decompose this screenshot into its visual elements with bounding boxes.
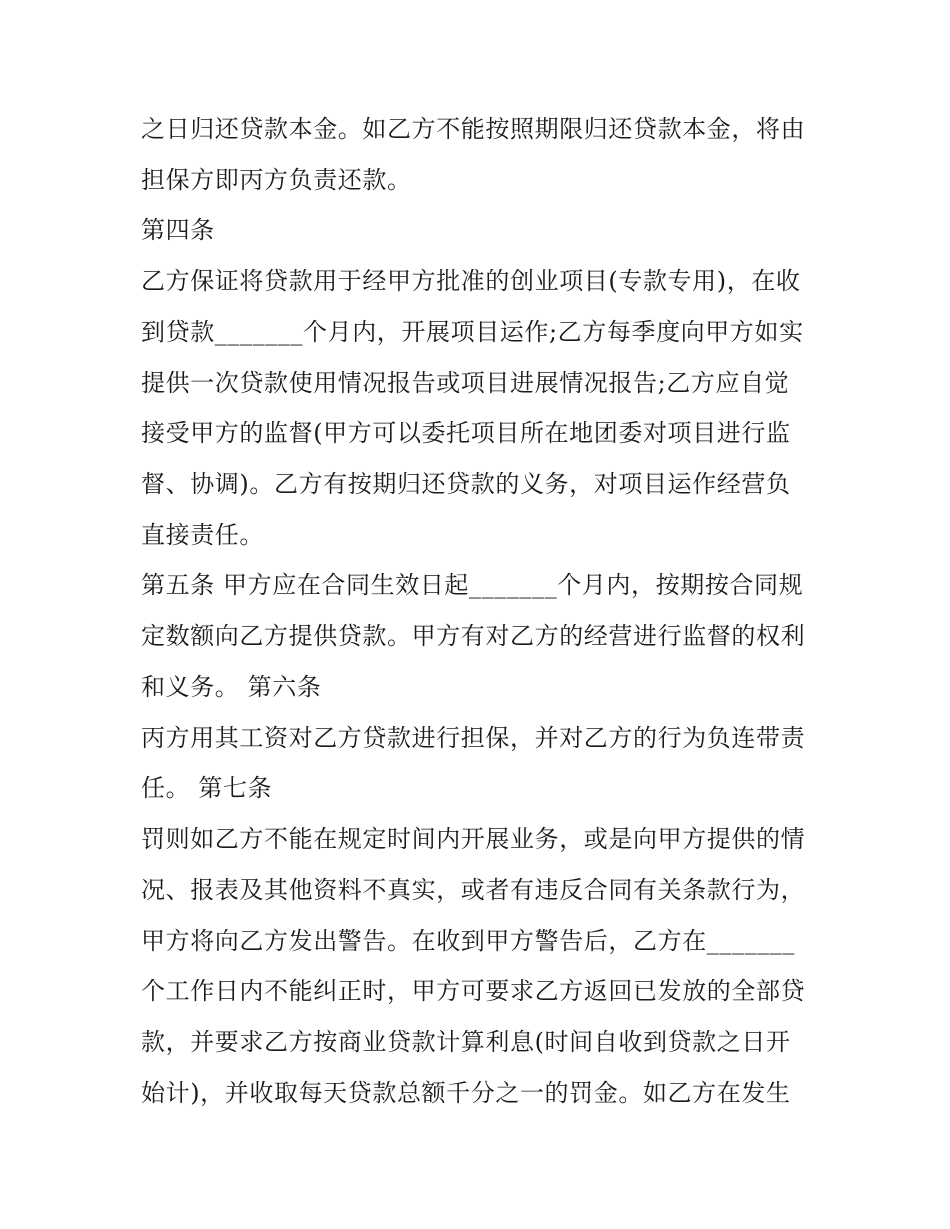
text-line: 款，并要求乙方按商业贷款计算利息(时间自收到贷款之日开 bbox=[141, 1028, 791, 1056]
text-line: 担保方即丙方负责还款。 bbox=[141, 166, 412, 194]
text-line: 始计)，并收取每天贷款总额千分之一的罚金。如乙方在发生 bbox=[141, 1079, 791, 1107]
text-line: 到贷款_______个月内，开展项目运作;乙方每季度向甲方如实 bbox=[141, 318, 804, 346]
text-line: 个工作日内不能纠正时，甲方可要求乙方返回已发放的全部贷 bbox=[141, 977, 806, 1005]
text-line: 丙方用其工资对乙方贷款进行担保，并对乙方的行为负连带责 bbox=[141, 724, 806, 752]
text-line: 任。 第七条 bbox=[141, 774, 273, 802]
text-line: 之日归还贷款本金。如乙方不能按照期限归还贷款本金，将由 bbox=[141, 115, 806, 143]
text-line: 第五条 甲方应在合同生效日起_______个月内，按期按合同规 bbox=[141, 571, 804, 599]
text-line: 接受甲方的监督(甲方可以委托项目所在地团委对项目进行监 bbox=[141, 419, 791, 447]
text-line: 乙方保证将贷款用于经甲方批准的创业项目(专款专用)，在收 bbox=[141, 267, 801, 295]
text-line: 甲方将向乙方发出警告。在收到甲方警告后，乙方在_______ bbox=[141, 927, 795, 955]
section-heading: 第四条 bbox=[141, 216, 215, 244]
text-line: 提供一次贷款使用情况报告或项目进展情况报告;乙方应自觉 bbox=[141, 369, 790, 397]
text-line: 况、报表及其他资料不真实，或者有违反合同有关条款行为， bbox=[141, 876, 806, 904]
text-line: 和义务。 第六条 bbox=[141, 673, 322, 701]
text-line: 罚则如乙方不能在规定时间内开展业务，或是向甲方提供的情 bbox=[141, 825, 806, 853]
text-line: 直接责任。 bbox=[141, 521, 264, 549]
text-line: 督、协调)。乙方有按期归还贷款的义务，对项目运作经营负 bbox=[141, 470, 791, 498]
text-line: 定数额向乙方提供贷款。甲方有对乙方的经营进行监督的权利 bbox=[141, 622, 806, 650]
